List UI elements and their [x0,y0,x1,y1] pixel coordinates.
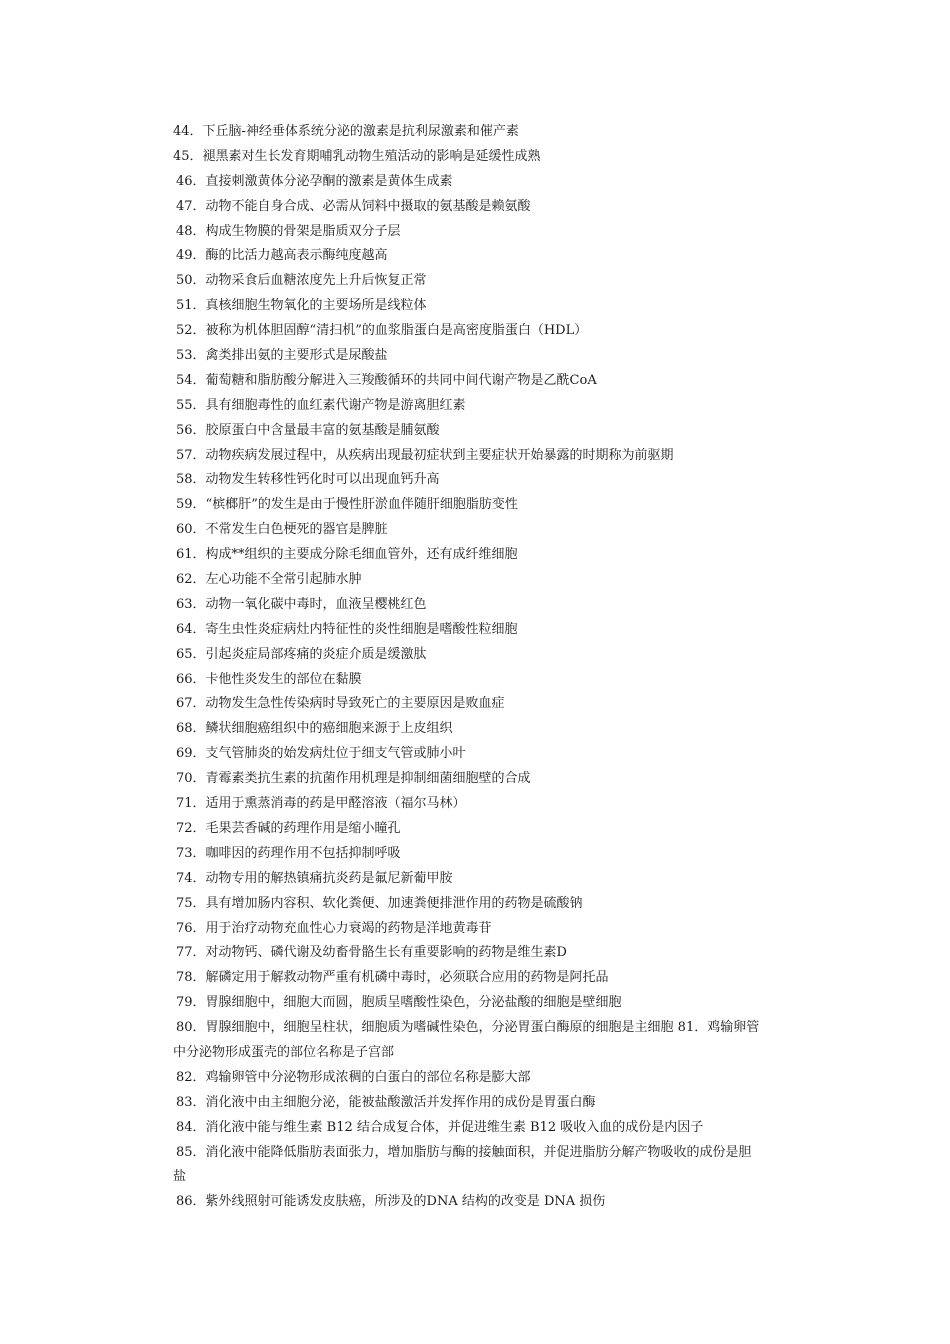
text-line: 66．卡他性炎发生的部位在黏膜 [176,671,362,687]
text-line: 51．真核细胞生物氧化的主要场所是线粒体 [176,298,427,314]
text-line: 57．动物疾病发展过程中，从疾病出现最初症状到主要症状开始暴露的时期称为前驱期 [176,447,674,463]
text-line: 45．褪黑素对生长发育期哺乳动物生殖活动的影响是延缓性成熟 [173,148,541,164]
text-line: 60．不常发生白色梗死的器官是脾脏 [176,522,388,538]
text-line: 61．构成**组织的主要成分除毛细血管外，还有成纤维细胞 [176,547,518,563]
text-line: 78．解磷定用于解救动物严重有机磷中毒时，必须联合应用的药物是阿托品 [176,970,609,986]
text-line: 67．动物发生急性传染病时导致死亡的主要原因是败血症 [176,696,505,712]
text-line: 49．酶的比活力越高表示酶纯度越高 [176,248,388,264]
text-line: 84．消化液中能与维生素 B12 结合成复合体，并促进维生素 B12 吸收入血的成份是内因子 [176,1119,704,1135]
text-line: 56．胶原蛋白中含量最丰富的氨基酸是脯氨酸 [176,422,440,438]
text-line: 50．动物采食后血糖浓度先上升后恢复正常 [176,273,427,289]
text-line: 52．被称为机体胆固醇“清扫机”的血浆脂蛋白是高密度脂蛋白（HDL） [176,323,588,339]
text-line: 64．寄生虫性炎症病灶内特征性的炎性细胞是嗜酸性粒细胞 [176,621,518,637]
text-line: 59．“槟榔肝”的发生是由于慢性肝淤血伴随肝细胞脂肪变性 [176,497,518,513]
text-line: 55．具有细胞毒性的血红素代谢产物是游离胆红素 [176,397,466,413]
text-line: 47．动物不能自身合成、必需从饲料中摄取的氨基酸是赖氨酸 [176,198,531,214]
text-line: 86．紫外线照射可能诱发皮肤癌，所涉及的DNA 结构的改变是 DNA 损伤 [176,1194,606,1210]
text-line: 盐 [173,1169,187,1185]
text-line: 63．动物一氧化碳中毒时，血液呈樱桃红色 [176,596,427,612]
text-line: 48．构成生物膜的骨架是脂质双分子层 [176,223,401,239]
text-line: 72．毛果芸香碱的药理作用是缩小瞳孔 [176,820,401,836]
document-body [173,120,813,1215]
text-line: 中分泌物形成蛋壳的部位名称是子宫部 [173,1044,395,1060]
text-line: 68．鳞状细胞癌组织中的癌细胞来源于上皮组织 [176,721,453,737]
text-line: 70．青霉素类抗生素的抗菌作用机理是抑制细菌细胞壁的合成 [176,771,531,787]
text-line: 46．直接刺激黄体分泌孕酮的激素是黄体生成素 [176,173,453,189]
text-line: 79．胃腺细胞中，细胞大而圆，胞质呈嗜酸性染色，分泌盐酸的细胞是壁细胞 [176,995,622,1011]
text-line: 54．葡萄糖和脂肪酸分解进入三羧酸循环的共同中间代谢产物是乙酰CoA [176,372,597,388]
text-line: 75．具有增加肠内容积、软化粪便、加速粪便排泄作用的药物是硫酸钠 [176,895,583,911]
text-line: 65．引起炎症局部疼痛的炎症介质是缓激肽 [176,646,427,662]
text-line: 44．下丘脑-神经垂体系统分泌的激素是抗利尿激素和催产素 [173,124,519,139]
text-line: 58．动物发生转移性钙化时可以出现血钙升高 [176,472,440,488]
text-line: 71．适用于熏蒸消毒的药是甲醛溶液（福尔马林） [176,796,466,812]
text-line: 74．动物专用的解热镇痛抗炎药是氟尼新葡甲胺 [176,870,453,886]
text-line: 80．胃腺细胞中，细胞呈柱状，细胞质为嗜碱性染色，分泌胃蛋白酶原的细胞是主细胞 81．鸡输卵管 [176,1020,760,1036]
text-line: 77．对动物钙、磷代谢及幼畜骨骼生长有重要影响的药物是维生素D [176,945,567,961]
text-line: 53．禽类排出氨的主要形式是尿酸盐 [176,348,388,364]
text-line: 85．消化液中能降低脂肪表面张力，增加脂肪与酶的接触面积，并促进脂肪分解产物吸收的成份是胆 [176,1144,752,1160]
text-line: 83．消化液中由主细胞分泌，能被盐酸激活并发挥作用的成份是胃蛋白酶 [176,1094,596,1110]
text-line: 76．用于治疗动物充血性心力衰竭的药物是洋地黄毒苷 [176,920,492,936]
text-line: 73．咖啡因的药理作用不包括抑制呼吸 [176,845,401,861]
text-line: 62．左心功能不全常引起肺水肿 [176,572,362,588]
text-line: 69．支气管肺炎的始发病灶位于细支气管或肺小叶 [176,746,466,762]
text-line: 82．鸡输卵管中分泌物形成浓稠的白蛋白的部位名称是膨大部 [176,1069,531,1085]
